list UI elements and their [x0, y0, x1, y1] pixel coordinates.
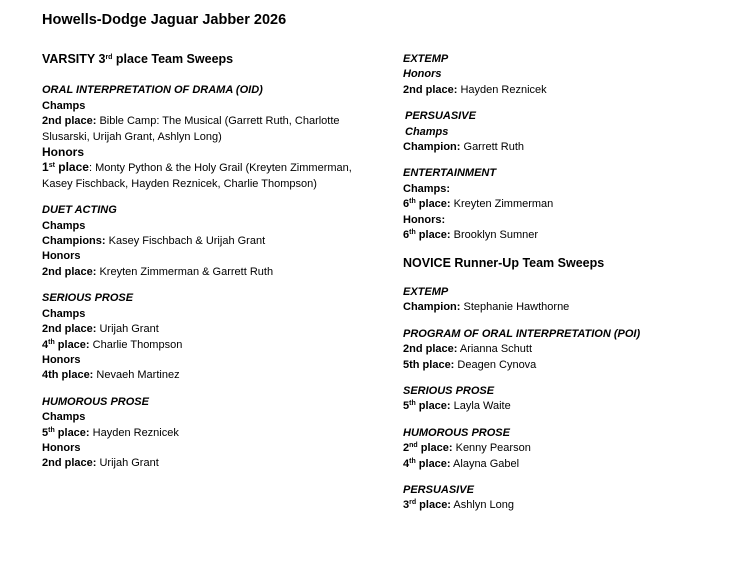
humorous-result-1: 5th place: Hayden Reznicek	[42, 426, 179, 439]
novice-humorous-result-1: 2nd place: Kenny Pearson	[403, 442, 531, 455]
page-title: Howells-Dodge Jaguar Jabber 2026	[42, 12, 287, 28]
persuasive-heading: PERSUASIVE	[405, 110, 476, 123]
serious-honors-label: Honors	[42, 353, 81, 366]
serious-champs-label: Champs	[42, 307, 86, 320]
humorous-honors-label: Honors	[42, 441, 81, 454]
varsity-heading: VARSITY 3rd place Team Sweeps	[42, 52, 234, 66]
novice-persuasive-result: 3rd place: Ashlyn Long	[403, 499, 514, 512]
entertainment-result-1: 6th place: Kreyten Zimmerman	[403, 198, 554, 211]
oid-honors-label: Honors	[42, 145, 84, 160]
duet-heading: DUET ACTING	[42, 204, 117, 217]
oid-honors-result: 1st place: Monty Python & the Holy Grail (Kreyten Zimmerman, Kasey Fischback, Hayden Reznicek, Charlie Thompson)	[42, 160, 352, 190]
left-column	[42, 52, 372, 472]
serious-result-2: 4th place: Charlie Thompson	[42, 338, 183, 351]
novice-humorous-result-2: 4th place: Alayna Gabel	[403, 457, 520, 470]
novice-poi-heading: PROGRAM OF ORAL INTERPRETATION (POI)	[403, 327, 641, 340]
persuasive-result: Champion: Garrett Ruth	[403, 141, 525, 154]
serious-heading: SERIOUS PROSE	[42, 292, 134, 305]
humorous-champs-label: Champs	[42, 411, 86, 424]
serious-result-3: 4th place: Nevaeh Martinez	[42, 369, 180, 382]
extemp-result: 2nd place: Hayden Reznicek	[403, 83, 547, 96]
novice-humorous-heading: HUMOROUS PROSE	[403, 426, 510, 439]
humorous-heading: HUMOROUS PROSE	[42, 395, 149, 408]
novice-serious-result: 5th place: Layla Waite	[403, 400, 511, 413]
novice-serious-heading: SERIOUS PROSE	[403, 384, 495, 397]
entertainment-heading: ENTERTAINMENT	[403, 167, 497, 180]
novice-heading: NOVICE Runner-Up Team Sweeps	[403, 256, 605, 271]
entertainment-honors-label: Honors:	[403, 213, 446, 226]
oid-champs-result: 2nd place: Bible Camp: The Musical (Garrett Ruth, Charlotte Slusarski, Urijah Grant, Ashlyn Long)	[42, 115, 340, 143]
serious-result-1: 2nd place: Urijah Grant	[42, 323, 159, 336]
humorous-result-2: 2nd place: Urijah Grant	[42, 457, 159, 470]
entertainment-champs-label: Champs:	[403, 182, 451, 195]
duet-honors-result: 2nd place: Kreyten Zimmerman & Garrett Ruth	[42, 265, 274, 278]
oid-champs-label: Champs	[42, 99, 86, 112]
novice-extemp-heading: EXTEMP	[403, 285, 449, 298]
duet-champs-result: Champions: Kasey Fischbach & Urijah Grant	[42, 235, 266, 248]
oid-heading: ORAL INTERPRETATION OF DRAMA (OID)	[42, 84, 263, 97]
duet-honors-label: Honors	[42, 250, 81, 263]
entertainment-result-2: 6th place: Brooklyn Sumner	[403, 229, 539, 242]
novice-extemp-result: Champion: Stephanie Hawthorne	[403, 301, 570, 314]
novice-poi-result-2: 5th place: Deagen Cynova	[403, 358, 537, 371]
novice-persuasive-heading: PERSUASIVE	[403, 483, 474, 496]
extemp-honors-label: Honors	[403, 68, 442, 81]
extemp-heading: EXTEMP	[403, 53, 449, 65]
persuasive-champs-label: Champs	[405, 125, 449, 138]
right-column	[403, 52, 733, 514]
duet-champs-label: Champs	[42, 219, 86, 232]
novice-poi-result-1: 2nd place: Arianna Schutt	[403, 343, 533, 356]
